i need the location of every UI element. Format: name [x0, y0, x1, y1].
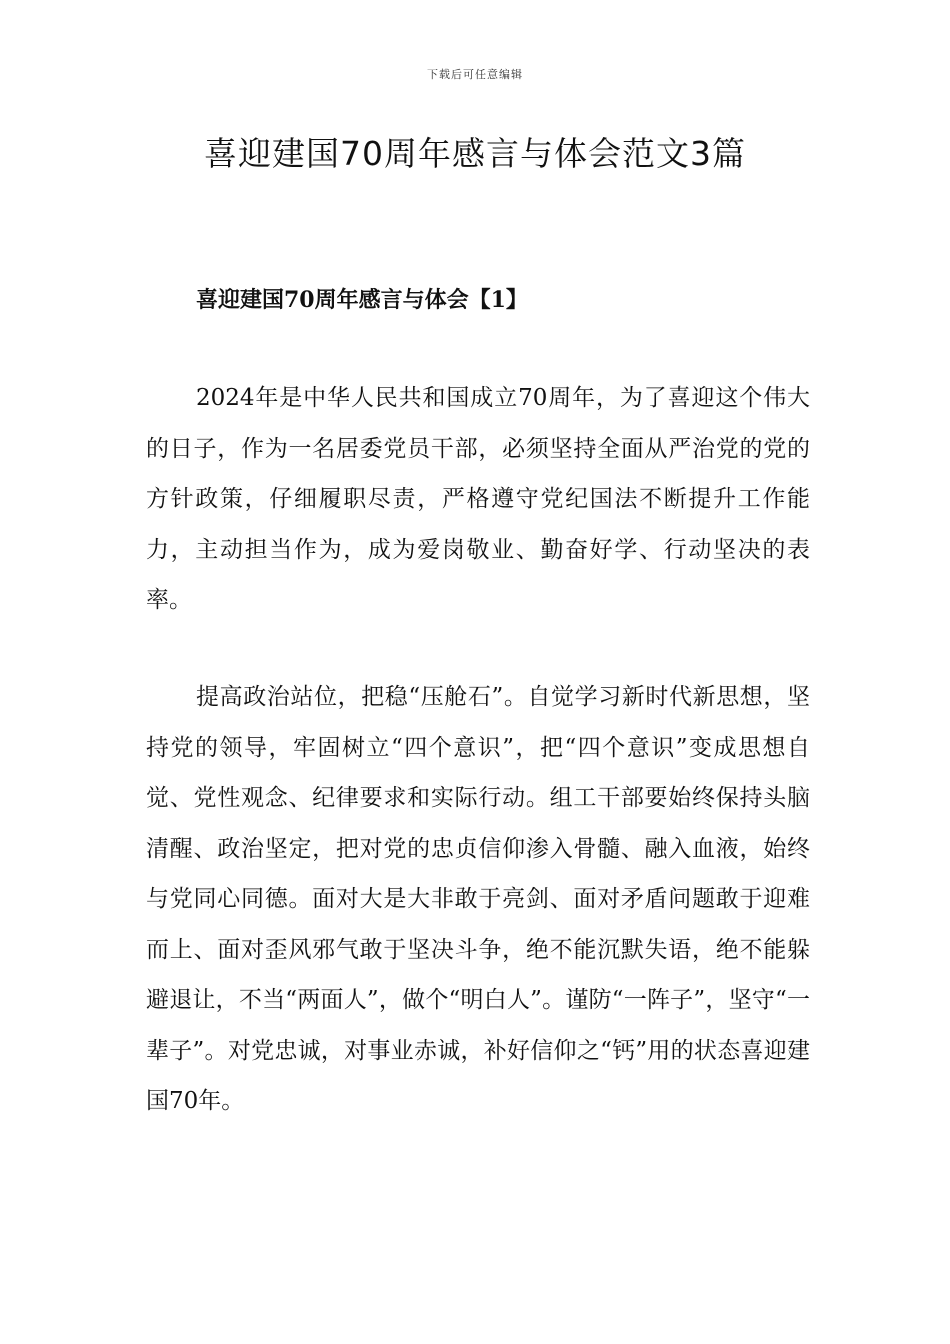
body-paragraph: 2024年是中华人民共和国成立70周年，为了喜迎这个伟大的日子，作为一名居委党员干部，必须坚持全面从严治党的党的方针政策，仔细履职尽责，严格遵守党纪国法不断提升工作能力，主动担当作为，成为爱岗敬业、勤奋好学、行动坚决的表率。 [146, 385, 810, 613]
section-heading: 喜迎建国70周年感言与体会【1】 [196, 287, 528, 313]
body-paragraph: 提高政治站位，把稳“压舱石”。自觉学习新时代新思想，坚持党的领导，牢固树立“四个意识”，把“四个意识”变成思想自觉、党性观念、纪律要求和实际行动。组工干部要始终保持头脑清醒、政治坚定，把对党的忠贞信仰渗入骨髓、融入血液，始终与党同心同德。面对大是大非敢于亮剑、面对矛盾问题敢于迎难而上、面对歪风邪气敢于坚决斗争，绝不能沉默失语，绝不能躲避退让，不当“两面人”，做个“明白人”。谨防“一阵子”，坚守“一辈子”。对党忠诚，对事业赤诚，补好信仰之“钙”用的状态喜迎建国70年。 [146, 684, 810, 1114]
document-title: 喜迎建国70周年感言与体会范文3篇 [204, 134, 746, 173]
header-note: 下载后可任意编辑 [427, 68, 523, 81]
